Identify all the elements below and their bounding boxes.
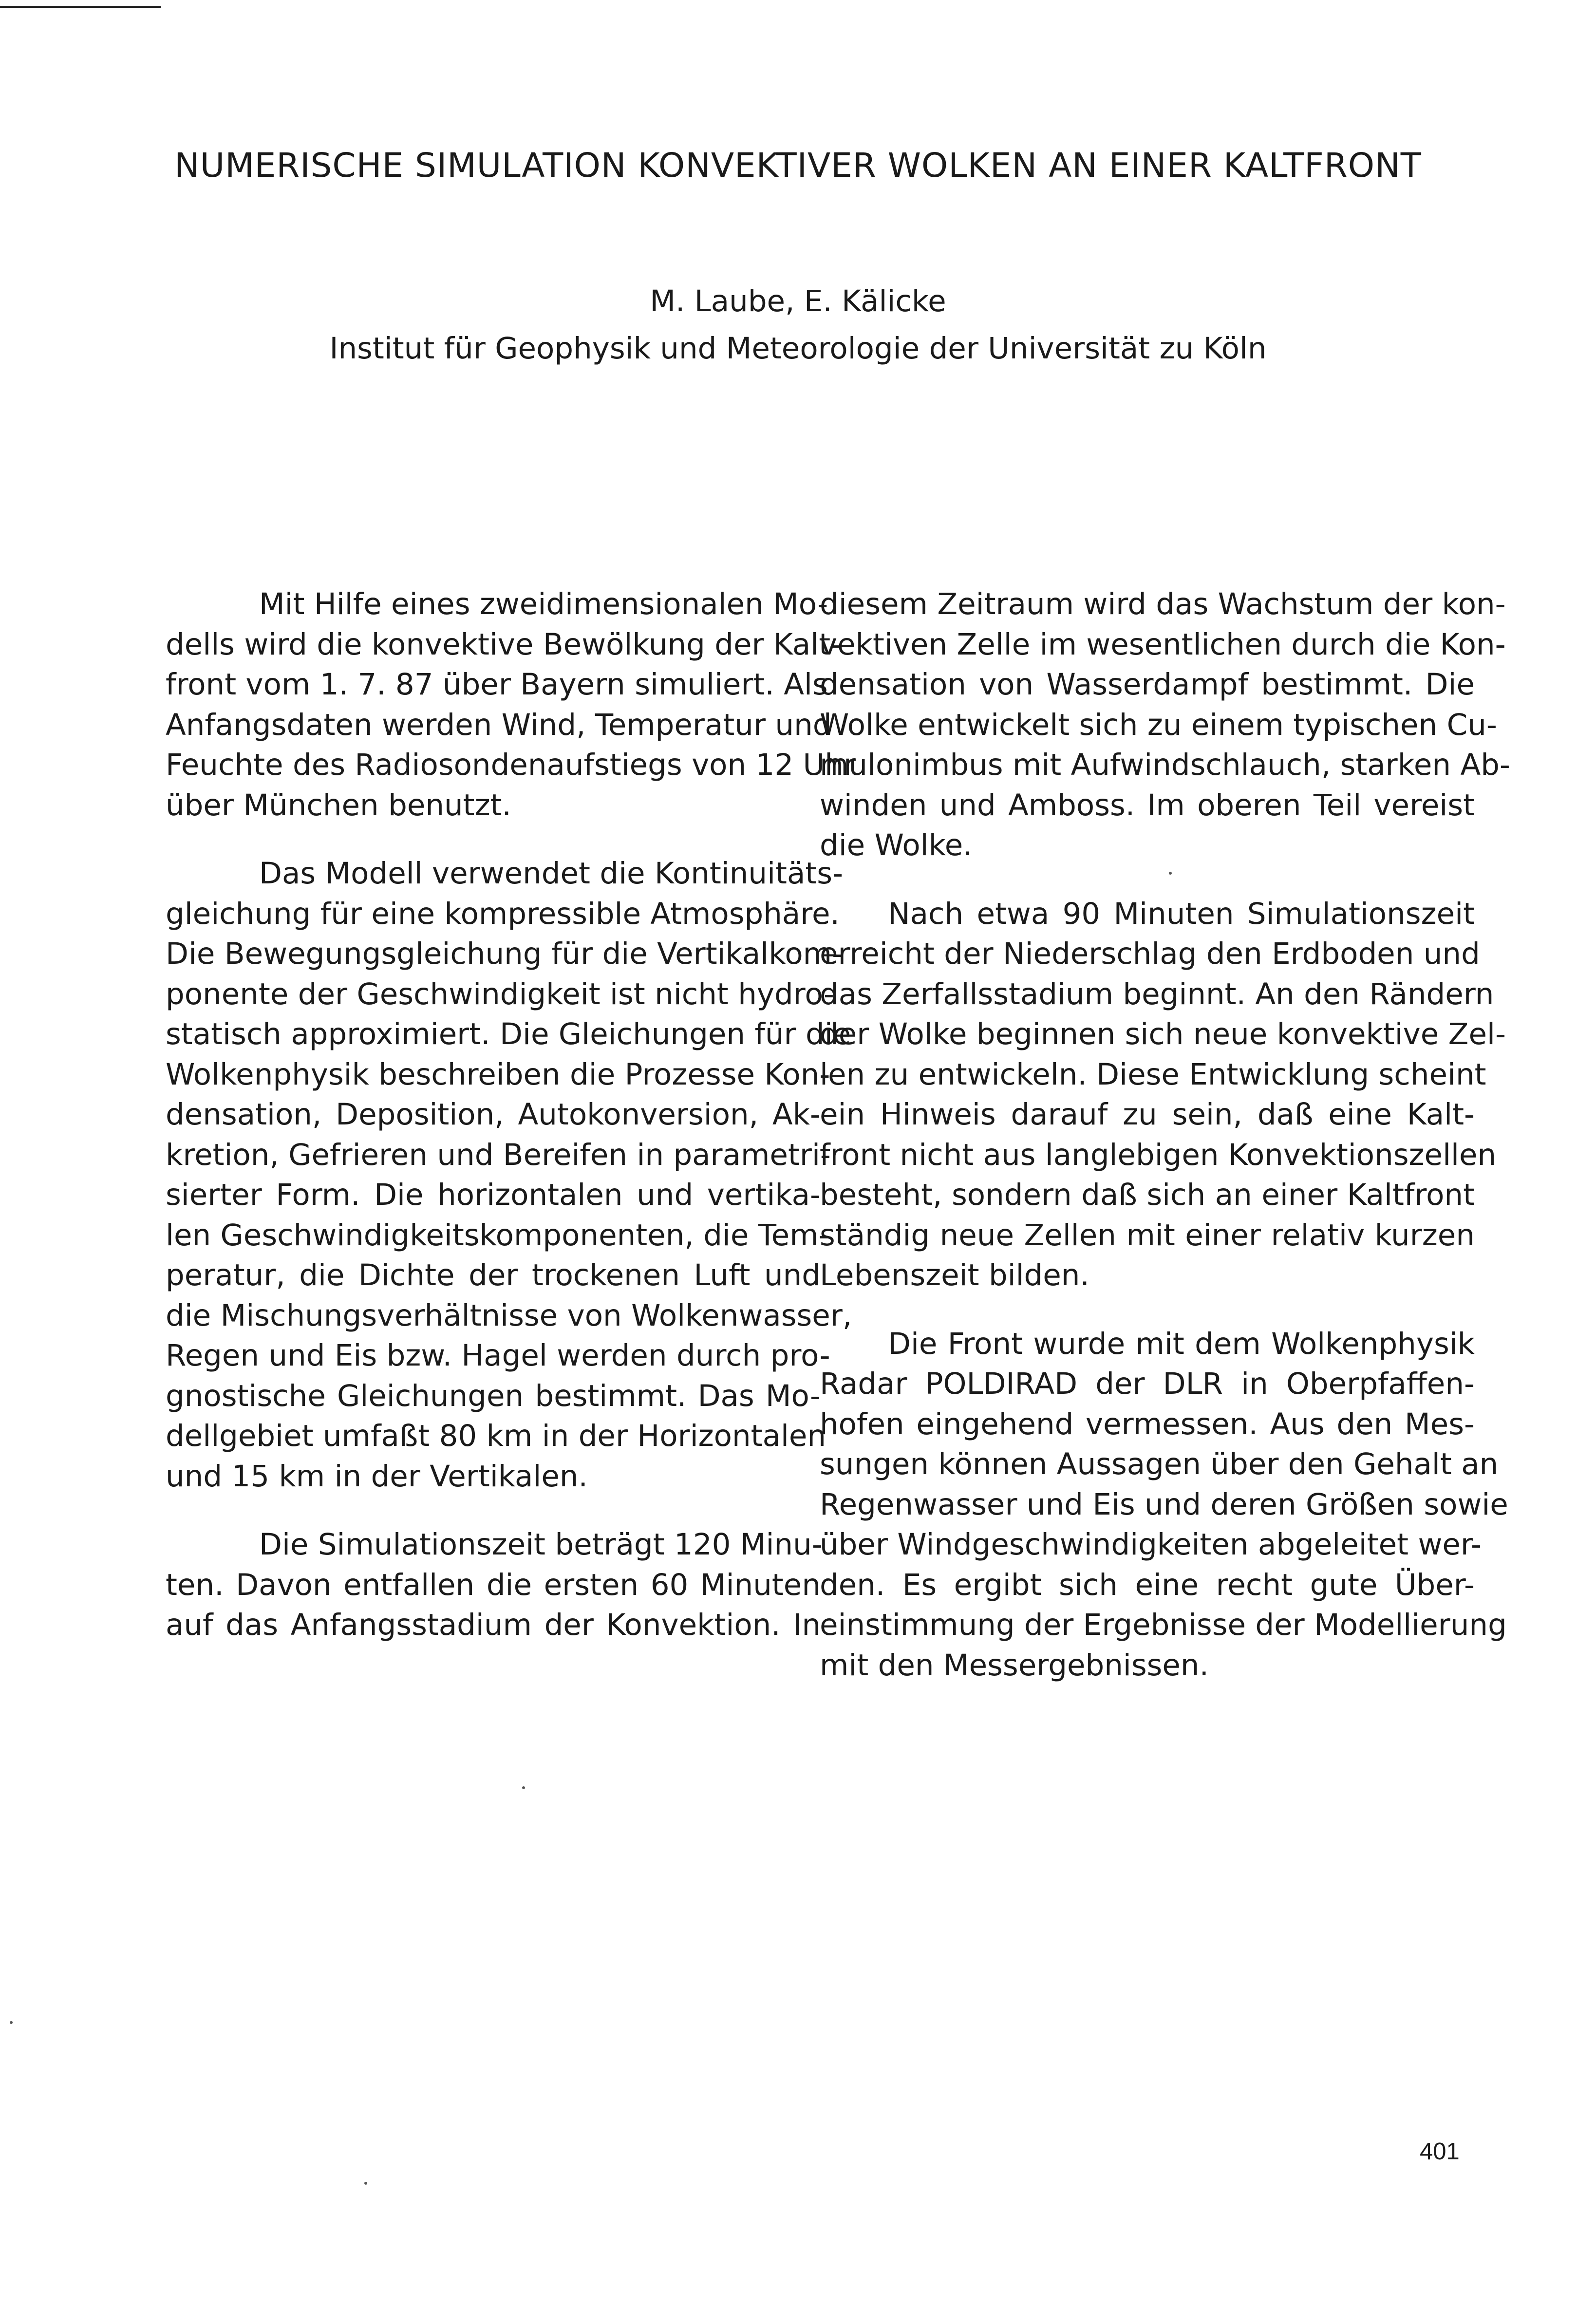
text-line: einstimmung der Ergebnisse der Modellierung: [820, 1608, 1507, 1642]
text-line: und 15 km in der Vertikalen.: [166, 1459, 588, 1494]
text-line: Feuchte des Radiosondenaufstiegs von 12 Uhr: [166, 748, 856, 782]
text-line: Lebenszeit bilden.: [820, 1258, 1089, 1292]
text-line: front nicht aus langlebigen Konvektionszellen: [820, 1137, 1497, 1172]
text-line: die Wolke.: [820, 828, 973, 862]
right-column: [820, 584, 1510, 1685]
text-line: der Wolke beginnen sich neue konvektive Zel-: [820, 1017, 1506, 1051]
paragraph: [166, 1525, 821, 1646]
text-line: über Windgeschwindigkeiten abgeleitet wer-: [820, 1527, 1482, 1562]
text-line: Nach etwa 90 Minuten Simulationszeit: [888, 896, 1475, 931]
affiliation: Institut für Geophysik und Meteorologie der Universität zu Köln: [329, 331, 1267, 366]
paragraph: [820, 584, 1510, 866]
text-line: diesem Zeitraum wird das Wachstum der kon-: [820, 587, 1506, 621]
paper-title: NUMERISCHE SIMULATION KONVEKTIVER WOLKEN AN EINER KALTFRONT: [174, 146, 1422, 185]
text-line: len Geschwindigkeitskomponenten, die Tem-: [166, 1217, 829, 1253]
text-line: ponente der Geschwindigkeit ist nicht hydro-: [166, 976, 834, 1011]
text-line: Wolkenphysik beschreiben die Prozesse Kon-: [166, 1057, 830, 1092]
text-line: Mit Hilfe eines zweidimensionalen Mo-: [259, 587, 828, 621]
text-line: vektiven Zelle im wesentlichen durch die Kon-: [820, 627, 1506, 662]
text-line: hofen eingehend vermessen. Aus den Mes-: [820, 1406, 1475, 1442]
text-line: über München benutzt.: [166, 787, 511, 823]
text-line: dells wird die konvektive Bewölkung der Kalt-: [166, 627, 842, 662]
text-line: dellgebiet umfaßt 80 km in der Horizontalen: [166, 1419, 826, 1453]
text-line: Anfangsdaten werden Wind, Temperatur und: [166, 707, 832, 742]
scan-speck: [1169, 872, 1172, 875]
text-line: Das Modell verwendet die Kontinuitäts-: [259, 856, 844, 891]
authors: M. Laube, E. Kälicke: [650, 284, 946, 318]
page-number: 401: [1420, 2138, 1460, 2165]
text-line: len zu entwickeln. Diese Entwicklung scheint: [820, 1057, 1486, 1092]
text-line: besteht, sondern daß sich an einer Kaltfront: [820, 1178, 1475, 1212]
paragraph: [820, 1324, 1508, 1686]
text-line: mit den Messergebnissen.: [820, 1648, 1209, 1683]
text-line: peratur, die Dichte der trockenen Luft und: [166, 1258, 821, 1292]
text-line: Die Simulationszeit beträgt 120 Minu-: [259, 1527, 823, 1562]
text-line: densation von Wasserdampf bestimmt. Die: [820, 667, 1475, 702]
text-line: den. Es ergibt sich eine recht gute Über-: [820, 1567, 1475, 1602]
text-line: auf das Anfangsstadium der Konvektion. In: [166, 1608, 821, 1642]
scan-speck: [364, 2182, 367, 2185]
text-line: Regen und Eis bzw. Hagel werden durch pro-: [166, 1338, 830, 1373]
text-line: sierter Form. Die horizontalen und vertika-: [166, 1178, 821, 1212]
text-line: densation, Deposition, Autokonversion, Ak-: [166, 1097, 821, 1132]
paragraph: [166, 584, 856, 825]
text-line: Die Bewegungsgleichung für die Vertikalkom-: [166, 936, 843, 971]
text-line: gleichung für eine kompressible Atmosphäre.: [166, 896, 840, 931]
text-line: erreicht der Niederschlag den Erdboden und: [820, 936, 1480, 971]
text-line: Wolke entwickelt sich zu einem typischen Cu-: [820, 707, 1497, 742]
text-line: ein Hinweis darauf zu sein, daß eine Kalt-: [820, 1097, 1475, 1132]
text-line: kretion, Gefrieren und Bereifen in parametri-: [166, 1137, 831, 1172]
text-line: sungen können Aussagen über den Gehalt an: [820, 1447, 1499, 1481]
scan-speck: [10, 2021, 13, 2024]
text-line: ten. Davon entfallen die ersten 60 Minuten: [166, 1567, 821, 1602]
text-line: die Mischungsverhältnisse von Wolkenwasser,: [166, 1298, 852, 1333]
corner-rule: [0, 6, 161, 8]
text-line: das Zerfallsstadium beginnt. An den Rändern: [820, 976, 1494, 1011]
text-line: Die Front wurde mit dem Wolkenphysik: [888, 1326, 1475, 1361]
text-line: statisch approximiert. Die Gleichungen für die: [166, 1017, 851, 1051]
text-line: Regenwasser und Eis und deren Größen sowie: [820, 1487, 1508, 1522]
scan-speck: [522, 1786, 525, 1789]
paragraph: [820, 894, 1506, 1296]
text-line: gnostische Gleichungen bestimmt. Das Mo-: [166, 1378, 821, 1413]
left-column: [166, 584, 856, 1646]
text-line: winden und Amboss. Im oberen Teil vereist: [820, 787, 1475, 823]
paragraph: [166, 854, 852, 1497]
text-line: ständig neue Zellen mit einer relativ kurzen: [820, 1217, 1475, 1253]
text-line: Radar POLDIRAD der DLR in Oberpfaffen-: [820, 1367, 1475, 1401]
text-line: front vom 1. 7. 87 über Bayern simuliert. Als: [166, 667, 828, 702]
text-line: mulonimbus mit Aufwindschlauch, starken Ab-: [820, 748, 1510, 782]
